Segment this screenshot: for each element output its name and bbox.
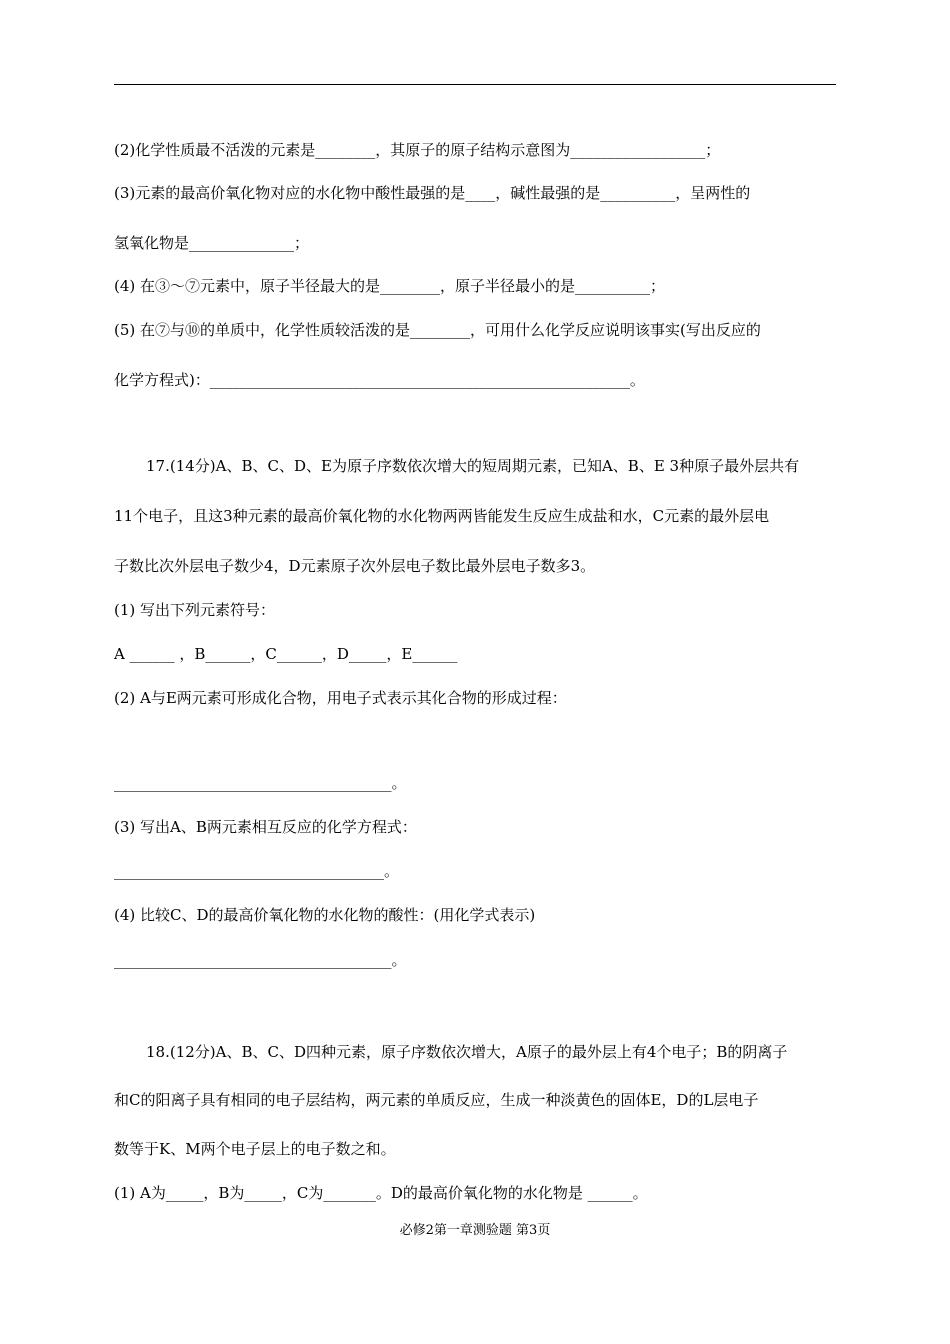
- q17-stem-line3: 子数比次外层电子数少4，D元素原子次外层电子数比最外层电子数多3。: [114, 557, 596, 575]
- q16-part3-text: (3)元素的最高价氧化物对应的水化物中酸性最强的是____，碱性最强的是__________，呈两性的: [114, 184, 751, 202]
- q18-stem-line2: 和C的阳离子具有相同的电子层结构，两元素的单质反应，生成一种淡黄色的固体E，D的L层电子: [114, 1091, 759, 1109]
- q17-part4-text: (4) 比较C、D的最高价氧化物的水化物的酸性：(用化学式表示): [114, 906, 536, 924]
- q17-part1-blanks: A ______ ，B______，C______，D_____，E______: [114, 645, 458, 663]
- q16-part3-continued: 氢氧化物是______________；: [114, 234, 310, 252]
- q17-part4-answer-blank: _____________________________________。: [114, 951, 407, 969]
- q18-stem-line1: 18.(12分)A、B、C、D四种元素，原子序数依次增大，A原子的最外层上有4个电子；B的阴离子: [146, 1043, 788, 1061]
- q17-part2-answer-blank: _____________________________________。: [114, 774, 407, 792]
- q17-part3-text: (3) 写出A、B两元素相互反应的化学方程式：: [114, 818, 417, 836]
- q17-part3-answer-blank: ____________________________________。: [114, 862, 400, 880]
- q16-part5-continued: 化学方程式)：________________________________________________________。: [114, 371, 645, 389]
- q17-part2-text: (2) A与E两元素可形成化合物，用电子式表示其化合物的形成过程：: [114, 689, 567, 707]
- q16-part2-text: (2)化学性质最不活泼的元素是________，其原子的原子结构示意图为__________________；: [114, 141, 721, 159]
- q16-part4-text: (4) 在③～⑦元素中，原子半径最大的是________，原子半径最小的是__________；: [114, 277, 666, 295]
- q17-part1-text: (1) 写出下列元素符号：: [114, 601, 276, 619]
- q18-part1-text: (1) A为_____，B为_____，C为_______。D的最高价氧化物的水化物是 ______。: [114, 1184, 648, 1202]
- q18-stem-line3: 数等于K、M两个电子层上的电子数之和。: [114, 1140, 396, 1158]
- q17-stem-line2: 11个电子，且这3种元素的最高价氧化物的水化物两两皆能发生反应生成盐和水，C元素的最外层电: [114, 507, 770, 525]
- page-footer: 必修2第一章测验题 第3页: [399, 1223, 551, 1238]
- header-rule: [114, 84, 836, 85]
- q16-part5-text: (5) 在⑦与⑩的单质中，化学性质较活泼的是________，可用什么化学反应说明该事实(写出反应的: [114, 321, 761, 339]
- q17-stem-line1: 17.(14分)A、B、C、D、E为原子序数依次增大的短周期元素，已知A、B、E 3种原子最外层共有: [146, 457, 800, 475]
